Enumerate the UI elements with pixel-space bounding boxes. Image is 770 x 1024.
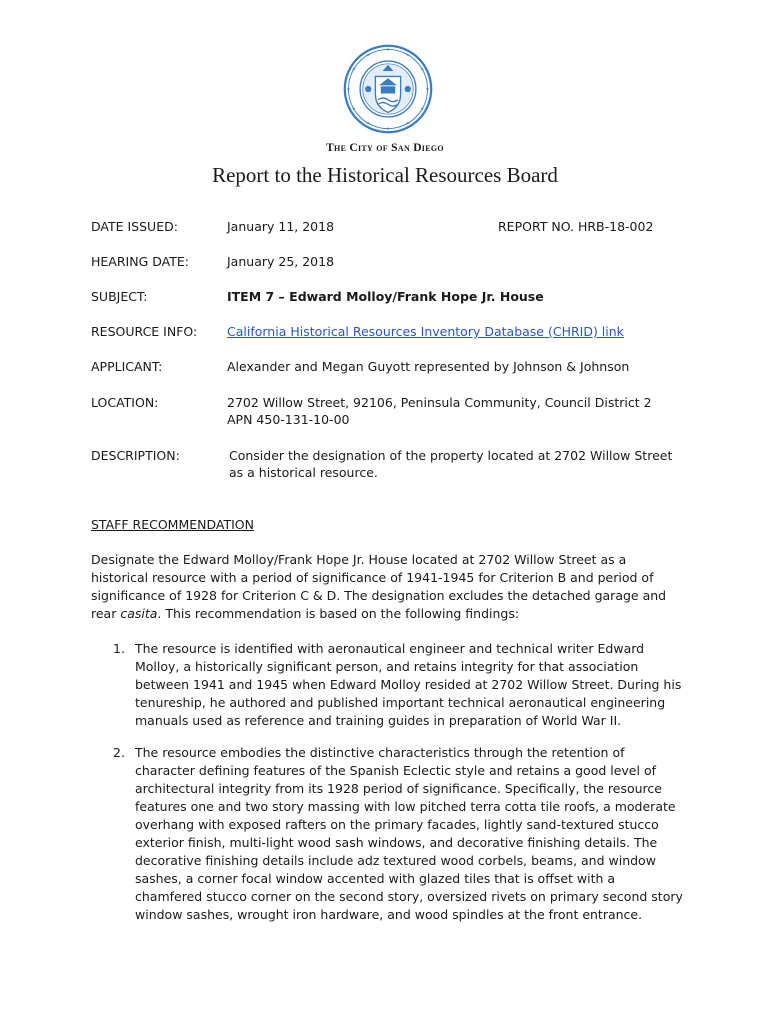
date-issued-label: DATE ISSUED: (91, 219, 178, 234)
intro-text-b: . This recommendation is based on the following findings: (157, 606, 520, 621)
staff-recommendation-heading: STAFF RECOMMENDATION (91, 517, 254, 532)
finding-text: The resource embodies the distinctive characteristics through the retention of character defining features of the Spanish Eclectic style and retains a good level of architectural integrity from its 1928 period of significance. Specifically, the resource features one and two story massing with low pitched terra cotta tile roofs, a moderate overhang with exposed rafters on the primary facades, lightly sand-textured stucco exterior finish, multi-light wood sash windows, and decorative finishing details. The decorative finishing details include adz textured wood corbels, beams, and window sashes, a corner focal window accented with glazed tiles that is offset with a chamfered stucco corner on the second story, oversized rivets on primary second story window sashes, wrought iron hardware, and wood spindles at the front entrance. (135, 745, 683, 922)
chrid-link[interactable]: California Historical Resources Inventory Database (CHRID) link (227, 324, 624, 339)
location-apn: APN 450-131-10-00 (227, 412, 350, 427)
location-label: LOCATION: (91, 395, 159, 410)
description-label: DESCRIPTION: (91, 448, 180, 463)
location-address: 2702 Willow Street, 92106, Peninsula Community, Council District 2 (227, 395, 652, 410)
subject-value: ITEM 7 – Edward Molloy/Frank Hope Jr. House (227, 289, 544, 304)
finding-number: 2. (113, 745, 125, 760)
city-name: The City of San Diego (326, 142, 444, 154)
description-value: Consider the designation of the property located at 2702 Willow Street as a historical resource. (229, 448, 673, 480)
report-title: Report to the Historical Resources Board (212, 163, 558, 187)
city-seal-icon (343, 44, 433, 134)
intro-text-a: Designate the Edward Molloy/Frank Hope Jr. House located at 2702 Willow Street as a historical resource with a period of significance of 1941-1945 for Criterion B and period of significance of 1928 for Criterion C & D. The designation excludes the detached garage and rear (91, 552, 667, 621)
subject-label: SUBJECT: (91, 289, 148, 304)
finding-number: 1. (113, 641, 125, 656)
intro-text-casita: casita (120, 606, 158, 621)
applicant-value: Alexander and Megan Guyott represented by Johnson & Johnson (227, 359, 630, 374)
report-number: REPORT NO. HRB-18-002 (498, 219, 654, 234)
resource-info-label: RESOURCE INFO: (91, 324, 198, 339)
staff-recommendation-intro (91, 551, 681, 623)
hearing-date-label: HEARING DATE: (91, 254, 189, 269)
resource-info-value (227, 323, 687, 340)
hearing-date-value: January 25, 2018 (227, 254, 335, 269)
date-issued-value: January 11, 2018 (227, 219, 335, 234)
finding-text: The resource is identified with aeronautical engineer and technical writer Edward Molloy, a historically significant person, and retains integrity for that association between 1941 and 1945 when Edward Molloy resided at 2702 Willow Street. During his tenureship, he authored and published important technical aeronautical engineering manuals used as reference and training guides in preparation of World War II. (135, 641, 682, 728)
applicant-label: APPLICANT: (91, 359, 163, 374)
